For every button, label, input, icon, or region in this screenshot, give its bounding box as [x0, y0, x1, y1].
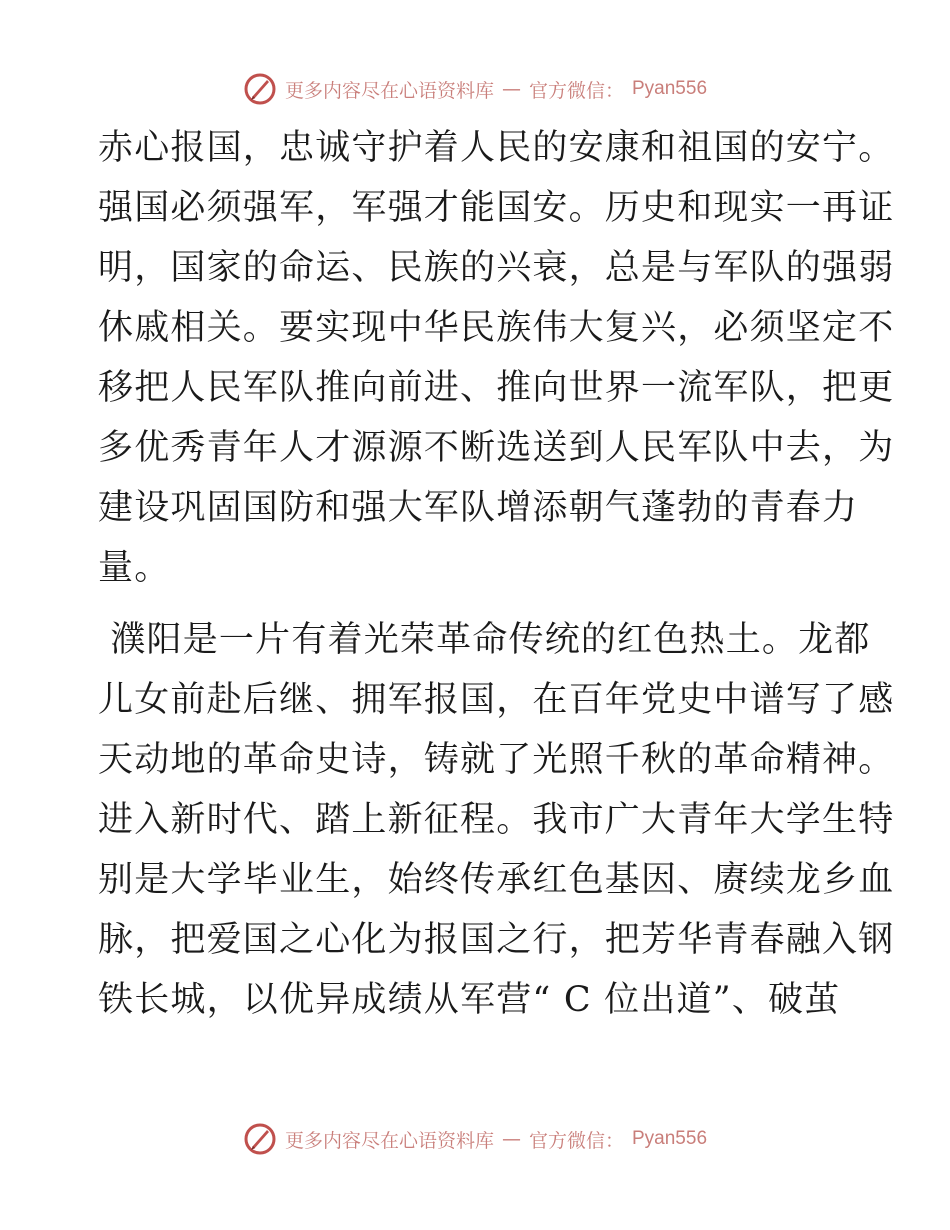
text-line: 进入新时代、踏上新征程。我市广大青年大学生特: [98, 800, 895, 840]
banner-text: 更多内容尽在心语资料库: [284, 1129, 494, 1152]
banner-text: 更多内容尽在心语资料库: [284, 79, 494, 102]
paragraph: [98, 610, 895, 1030]
text-line: 量。: [98, 548, 171, 588]
text-line: 建设巩固国防和强大军队增添朝气蓬勃的青春力: [98, 488, 859, 528]
banner-wechat-id: Pyan556: [632, 1128, 708, 1149]
banner-separator: —: [501, 78, 521, 100]
banner-separator: —: [501, 1128, 521, 1150]
header-banner: [0, 72, 950, 106]
text-line: 明，国家的命运、民族的兴衰，总是与军队的强弱: [98, 248, 895, 288]
quill-logo-icon: [243, 72, 277, 106]
text-line: 天动地的革命史诗，铸就了光照千秋的革命精神。: [98, 740, 895, 780]
text-line: 赤心报国，忠诚守护着人民的安康和祖国的安宁。: [98, 128, 895, 168]
document-body: [98, 118, 895, 1030]
text-line: 濮阳是一片有着光荣革命传统的红色热土。龙都: [98, 620, 871, 660]
banner-wechat-label: 官方微信：: [528, 79, 624, 102]
text-line: 儿女前赴后继、拥军报国，在百年党史中谱写了感: [98, 680, 895, 720]
text-line: 休戚相关。要实现中华民族伟大复兴，必须坚定不: [98, 308, 895, 348]
text-line: 多优秀青年人才源源不断选送到人民军队中去，为: [98, 428, 895, 468]
text-line: 脉，把爱国之心化为报国之行，把芳华青春融入钢: [98, 920, 895, 960]
text-line: 别是大学毕业生，始终传承红色基因、赓续龙乡血: [98, 860, 895, 900]
paragraph: [98, 118, 895, 598]
text-line: 移把人民军队推向前进、推向世界一流军队，把更: [98, 368, 895, 408]
banner-wechat-label: 官方微信：: [528, 1129, 624, 1152]
footer-banner: [0, 1122, 950, 1156]
banner-wechat-id: Pyan556: [632, 78, 708, 99]
text-line: 铁长城，以优异成绩从军营“ C 位出道”、破茧: [98, 980, 841, 1020]
text-line: 强国必须强军，军强才能国安。历史和现实一再证: [98, 188, 895, 228]
quill-logo-icon: [243, 1122, 277, 1156]
